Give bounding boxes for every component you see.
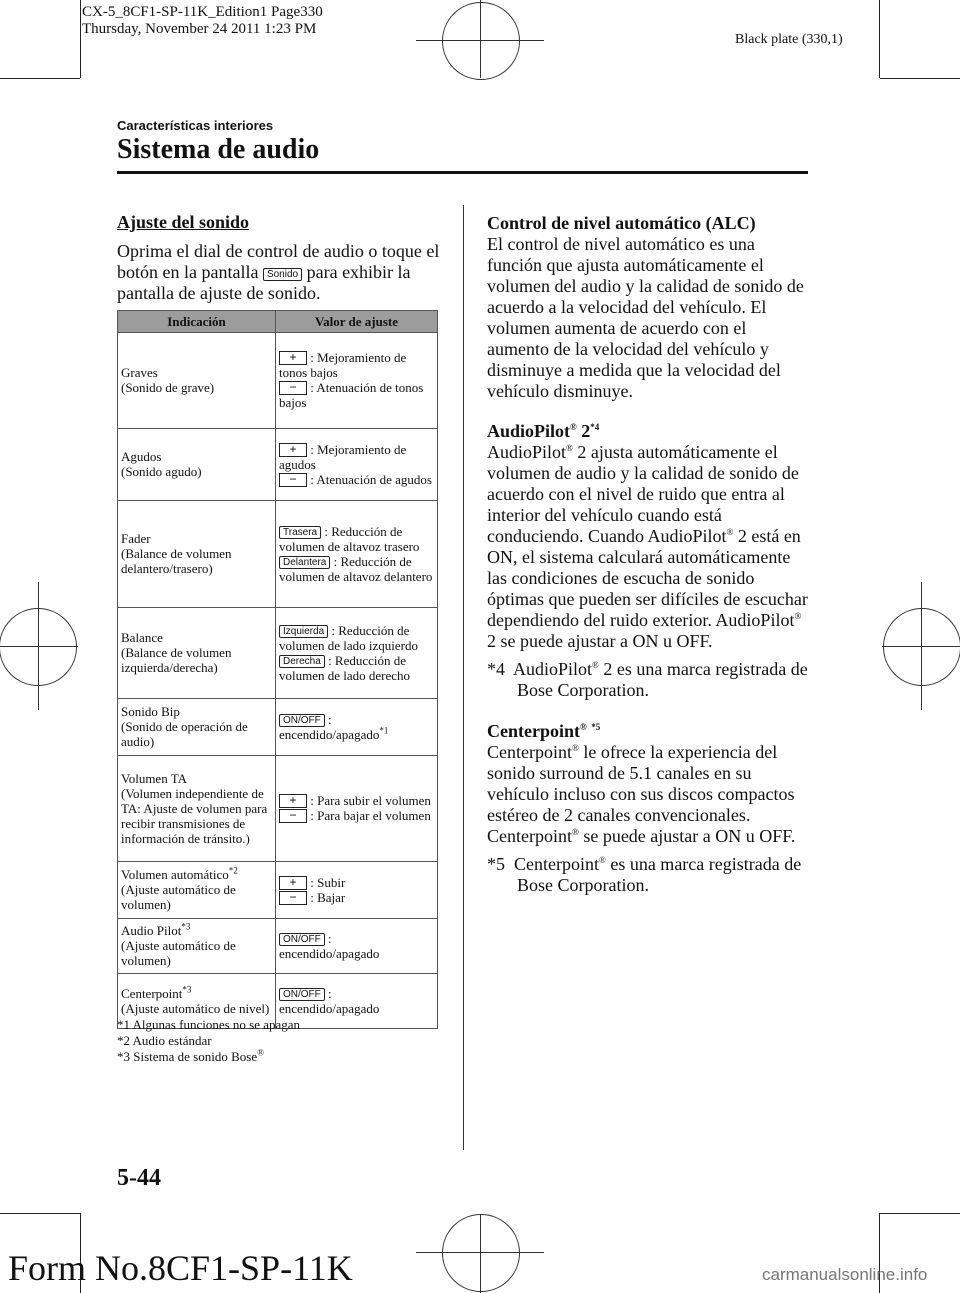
table-row bbox=[118, 608, 438, 699]
table-row bbox=[118, 919, 438, 974]
on-off-button: ON/OFF bbox=[279, 714, 325, 727]
plus-icon: + bbox=[279, 876, 307, 890]
form-number: Form No.8CF1-SP-11K bbox=[8, 1248, 353, 1288]
alc-heading: Control de nivel automático (ALC) bbox=[487, 213, 756, 233]
crop-mark bbox=[0, 1213, 80, 1214]
crop-mark bbox=[880, 1213, 960, 1214]
value-cell: ON/OFF : encendido/apagado bbox=[276, 919, 438, 974]
footnote: *3 Sistema de sonido Bose® bbox=[117, 1047, 264, 1064]
left-column bbox=[117, 212, 442, 304]
indicator-cell: Balance (Balance de volumen izquierda/derecha) bbox=[118, 608, 276, 699]
table-row bbox=[118, 699, 438, 756]
rear-button: Trasera bbox=[279, 526, 321, 539]
settings-table bbox=[117, 310, 438, 1029]
value-cell: + : Para subir el volumen − : Para bajar el volumen bbox=[276, 756, 438, 862]
value-cell: + : Mejoramiento de tonos bajos − : Atenuación de tonos bajos bbox=[276, 333, 438, 429]
value-cell: ON/OFF : encendido/apagado$^{*1}$ bbox=[276, 699, 438, 756]
footnote-5: *5 Centerpoint® es una marca registrada de Bose Corporation. bbox=[487, 854, 802, 895]
sound-button: Sonido bbox=[263, 268, 302, 281]
left-button: Izquierda bbox=[279, 625, 328, 638]
registration-mark-line bbox=[921, 582, 922, 710]
registration-mark-line bbox=[480, 1214, 481, 1293]
section-label: Características interiores bbox=[117, 118, 274, 133]
plus-icon: + bbox=[279, 443, 307, 457]
crop-mark bbox=[80, 0, 81, 78]
table-row bbox=[118, 501, 438, 608]
title-rule bbox=[117, 171, 808, 174]
centerpoint-heading: Centerpoint® $^{*5}$ bbox=[487, 721, 601, 741]
registration-mark-line bbox=[480, 0, 481, 78]
value-cell: Trasera : Reducción de volumen de altavoz trasero Delantera : Reducción de volumen de altavoz delantero bbox=[276, 501, 438, 608]
table-row bbox=[118, 333, 438, 429]
centerpoint-paragraph: Centerpoint® le ofrece la experiencia del sonido surround de 5.1 canales en su vehículo incluso con sus discos compactos estéreo de 2 canales convencionales. Centerpoint® se puede ajustar a ON u OFF. bbox=[487, 742, 796, 846]
minus-icon: − bbox=[279, 809, 307, 823]
minus-icon: − bbox=[279, 891, 307, 905]
watermark: carmanualsonline.info bbox=[762, 1265, 928, 1284]
on-off-button: ON/OFF bbox=[279, 933, 325, 946]
indicator-cell: Sonido Bip (Sonido de operación de audio) bbox=[118, 699, 276, 756]
footnote: *2 Audio estándar bbox=[117, 1033, 212, 1048]
audiopilot-paragraph: AudioPilot® 2 ajusta automáticamente el volumen de audio y la calidad de sonido de acuerdo con el nivel de ruido que entra al interior del vehículo cuando está conduciendo. Cuando AudioPilot® 2 está en ON, el sistema calculará automáticamente las condiciones de escucha de sonido óptimas que pueden ser difíciles de escuchar dependiendo del ruido exterior. AudioPilot® 2 se puede ajustar a ON u OFF. bbox=[487, 442, 808, 651]
on-off-button: ON/OFF bbox=[279, 988, 325, 1001]
file-date: Thursday, November 24 2011 1:23 PM bbox=[82, 21, 317, 37]
indicator-cell: Agudos (Sonido agudo) bbox=[118, 429, 276, 501]
table-row bbox=[118, 756, 438, 862]
footnote: *1 Algunas funciones no se apagan bbox=[117, 1017, 301, 1032]
section-heading: Ajuste del sonido bbox=[117, 212, 250, 232]
registration-mark-top bbox=[442, 2, 520, 80]
intro-paragraph: Oprima el dial de control de audio o toque el botón en la pantalla Sonido para exhibir la pantalla de ajuste de sonido. bbox=[117, 241, 440, 303]
file-name: CX-5_8CF1-SP-11K_Edition1 Page330 bbox=[82, 4, 323, 20]
right-button: Derecha bbox=[279, 655, 325, 668]
table-header: Indicación bbox=[118, 311, 276, 333]
value-cell: + : Mejoramiento de agudos − : Atenuación de agudos bbox=[276, 429, 438, 501]
crop-mark bbox=[879, 0, 880, 78]
plate-label: Black plate (330,1) bbox=[735, 32, 843, 47]
indicator-cell: Volumen automático$^{*2}$ (Ajuste automático de volumen) bbox=[118, 862, 276, 919]
plus-icon: + bbox=[279, 794, 307, 808]
right-column bbox=[487, 213, 812, 896]
table-header: Valor de ajuste bbox=[276, 311, 438, 333]
footnote-4: *4 AudioPilot® 2 es una marca registrada de Bose Corporation. bbox=[487, 659, 808, 700]
registration-mark-bottom bbox=[442, 1214, 520, 1292]
page-number: 5-44 bbox=[117, 1165, 161, 1191]
indicator-cell: Audio Pilot$^{*3}$ (Ajuste automático de volumen) bbox=[118, 919, 276, 974]
audiopilot-heading: AudioPilot® 2$^{*4}$ bbox=[487, 421, 600, 441]
indicator-cell: Fader (Balance de volumen delantero/trasero) bbox=[118, 501, 276, 608]
registration-mark-line bbox=[38, 582, 39, 710]
value-cell: Izquierda : Reducción de volumen de lado izquierdo Derecha : Reducción de volumen de lado derecho bbox=[276, 608, 438, 699]
alc-paragraph: El control de nivel automático es una función que ajusta automáticamente el volumen del audio y la calidad de sonido de acuerdo a la velocidad del vehículo. El volumen aumenta de acuerdo con el aumento de la velocidad del vehículo y disminuye a medida que la velocidad del vehículo disminuye. bbox=[487, 234, 804, 401]
minus-icon: − bbox=[279, 381, 307, 395]
table-row bbox=[118, 862, 438, 919]
table-row bbox=[118, 429, 438, 501]
registration-mark-line bbox=[0, 646, 78, 647]
crop-mark bbox=[880, 78, 960, 79]
indicator-cell: Volumen TA (Volumen independiente de TA: Ajuste de volumen para recibir transmisiones de información de tránsito.) bbox=[118, 756, 276, 862]
plus-icon: + bbox=[279, 351, 307, 365]
value-cell: ON/OFF : encendido/apagado bbox=[276, 974, 438, 1029]
minus-icon: − bbox=[279, 473, 307, 487]
column-divider bbox=[463, 205, 464, 1150]
page-title: Sistema de audio bbox=[117, 134, 320, 165]
indicator-cell: Graves (Sonido de grave) bbox=[118, 333, 276, 429]
crop-mark bbox=[0, 78, 80, 79]
value-cell: + : Subir − : Bajar bbox=[276, 862, 438, 919]
file-info bbox=[82, 4, 323, 38]
table-footnotes bbox=[117, 1017, 300, 1065]
front-button: Delantera bbox=[279, 556, 330, 569]
indicator-cell: Centerpoint$^{*3}$ (Ajuste automático de nivel) bbox=[118, 974, 276, 1029]
